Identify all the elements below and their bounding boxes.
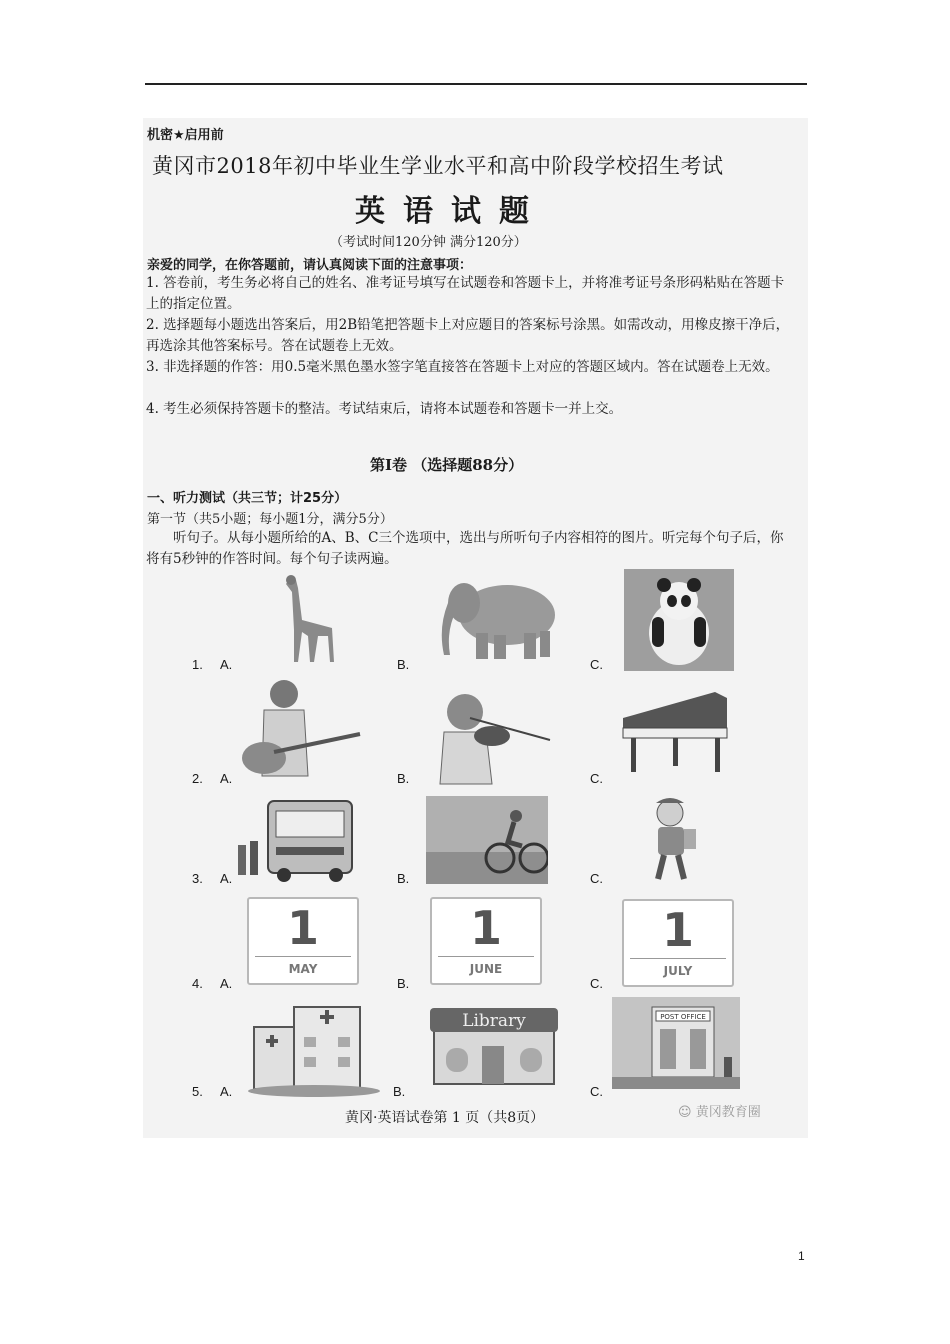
calendar-july-icon <box>622 899 734 987</box>
calendar-may-icon <box>247 897 359 985</box>
option-b-label: B. <box>393 1084 406 1099</box>
option-c-label: C. <box>590 871 603 886</box>
calendar-month: JULY <box>663 964 693 978</box>
option-b-label: B. <box>397 976 410 991</box>
part-title: 第Ⅰ卷 （选择题88分） <box>370 456 524 474</box>
exam-title: 黄冈市2018年初中毕业生学业水平和高中阶段学校招生考试 <box>152 154 724 178</box>
option-c-label: C. <box>590 771 603 786</box>
library-sign: Library <box>462 1011 526 1031</box>
giraffe-icon <box>262 570 357 665</box>
wechat-watermark <box>678 1101 761 1120</box>
question-number: 5. <box>192 1084 203 1099</box>
walking-boy-icon <box>640 795 710 883</box>
library-icon <box>426 1000 562 1086</box>
notes-greeting: 亲爱的同学，在你答题前，请认真阅读下面的注意事项： <box>147 258 473 273</box>
top-rule <box>145 83 807 85</box>
question-number: 4. <box>192 976 203 991</box>
calendar-day: 1 <box>469 901 502 955</box>
post-office-sign: POST OFFICE <box>660 1013 706 1021</box>
exam-meta: （考试时间120分钟 满分120分） <box>330 235 527 250</box>
note-item: 2. 选择题每小题选出答案后，用2B铅笔把答题卡上对应题目的答案标号涂黑。如需改动，用橡皮擦干净后，再选涂其他答案标号。答在试题卷上无效。 <box>146 317 790 354</box>
option-c-label: C. <box>590 976 603 991</box>
instruction-text: 听句子。从每小题所给的A、B、C三个选项中，选出与所听句子内容相符的图片。听完每个句子后，你将有5秒钟的作答时间。每个句子读两遍。 <box>146 530 784 567</box>
calendar-june-icon <box>430 897 542 985</box>
calendar-month: MAY <box>288 962 318 976</box>
question-number: 2. <box>192 771 203 786</box>
wechat-icon: ☺ <box>678 1105 692 1120</box>
note-item: 3. 非选择题的作答：用0.5毫米黑色墨水签字笔直接答在答题卡上对应的答题区域内。答在试题卷上无效。 <box>146 359 779 375</box>
panda-icon <box>624 569 734 671</box>
guitar-player-icon <box>234 676 364 786</box>
option-a-label: A. <box>220 771 233 786</box>
note-item: 4. 考生必须保持答题卡的整洁。考试结束后，请将本试题卷和答题卡一并上交。 <box>146 401 623 417</box>
page-footer: 黄冈·英语试卷第 1 页（共8页） <box>345 1110 545 1126</box>
hospital-icon <box>244 997 384 1097</box>
calendar-day: 1 <box>661 903 694 957</box>
wechat-account: 黄冈教育圈 <box>695 1105 761 1120</box>
confidential-label: 机密★启用前 <box>147 128 224 143</box>
piano-icon <box>615 688 735 776</box>
elephant-icon <box>432 573 562 663</box>
violin-player-icon <box>410 688 555 786</box>
school-bus-icon <box>232 795 362 885</box>
option-a-label: A. <box>220 871 233 886</box>
calendar-month: JUNE <box>469 962 503 976</box>
note-item: 1. 答卷前，考生务必将自己的姓名、准考证号填写在试题卷和答题卡上，并将准考证号条形码粘贴在答题卡上的指定位置。 <box>146 275 785 312</box>
calendar-day: 1 <box>286 901 319 955</box>
question-number: 3. <box>192 871 203 886</box>
option-a-label: A. <box>220 657 233 672</box>
post-office-icon <box>612 997 740 1089</box>
option-c-label: C. <box>590 1084 603 1099</box>
option-b-label: B. <box>397 657 410 672</box>
question-number: 1. <box>192 657 203 672</box>
option-c-label: C. <box>590 657 603 672</box>
page-number: 1 <box>798 1249 805 1263</box>
option-b-label: B. <box>397 871 410 886</box>
option-a-label: A. <box>220 1084 233 1099</box>
subsection-title: 第一节（共5小题；每小题1分，满分5分） <box>147 512 393 527</box>
subject-title: 英语试题 <box>355 194 547 229</box>
cyclist-icon <box>426 796 548 884</box>
option-a-label: A. <box>220 976 233 991</box>
section-title: 一、听力测试（共三节；计25分） <box>147 491 348 506</box>
option-b-label: B. <box>397 771 410 786</box>
